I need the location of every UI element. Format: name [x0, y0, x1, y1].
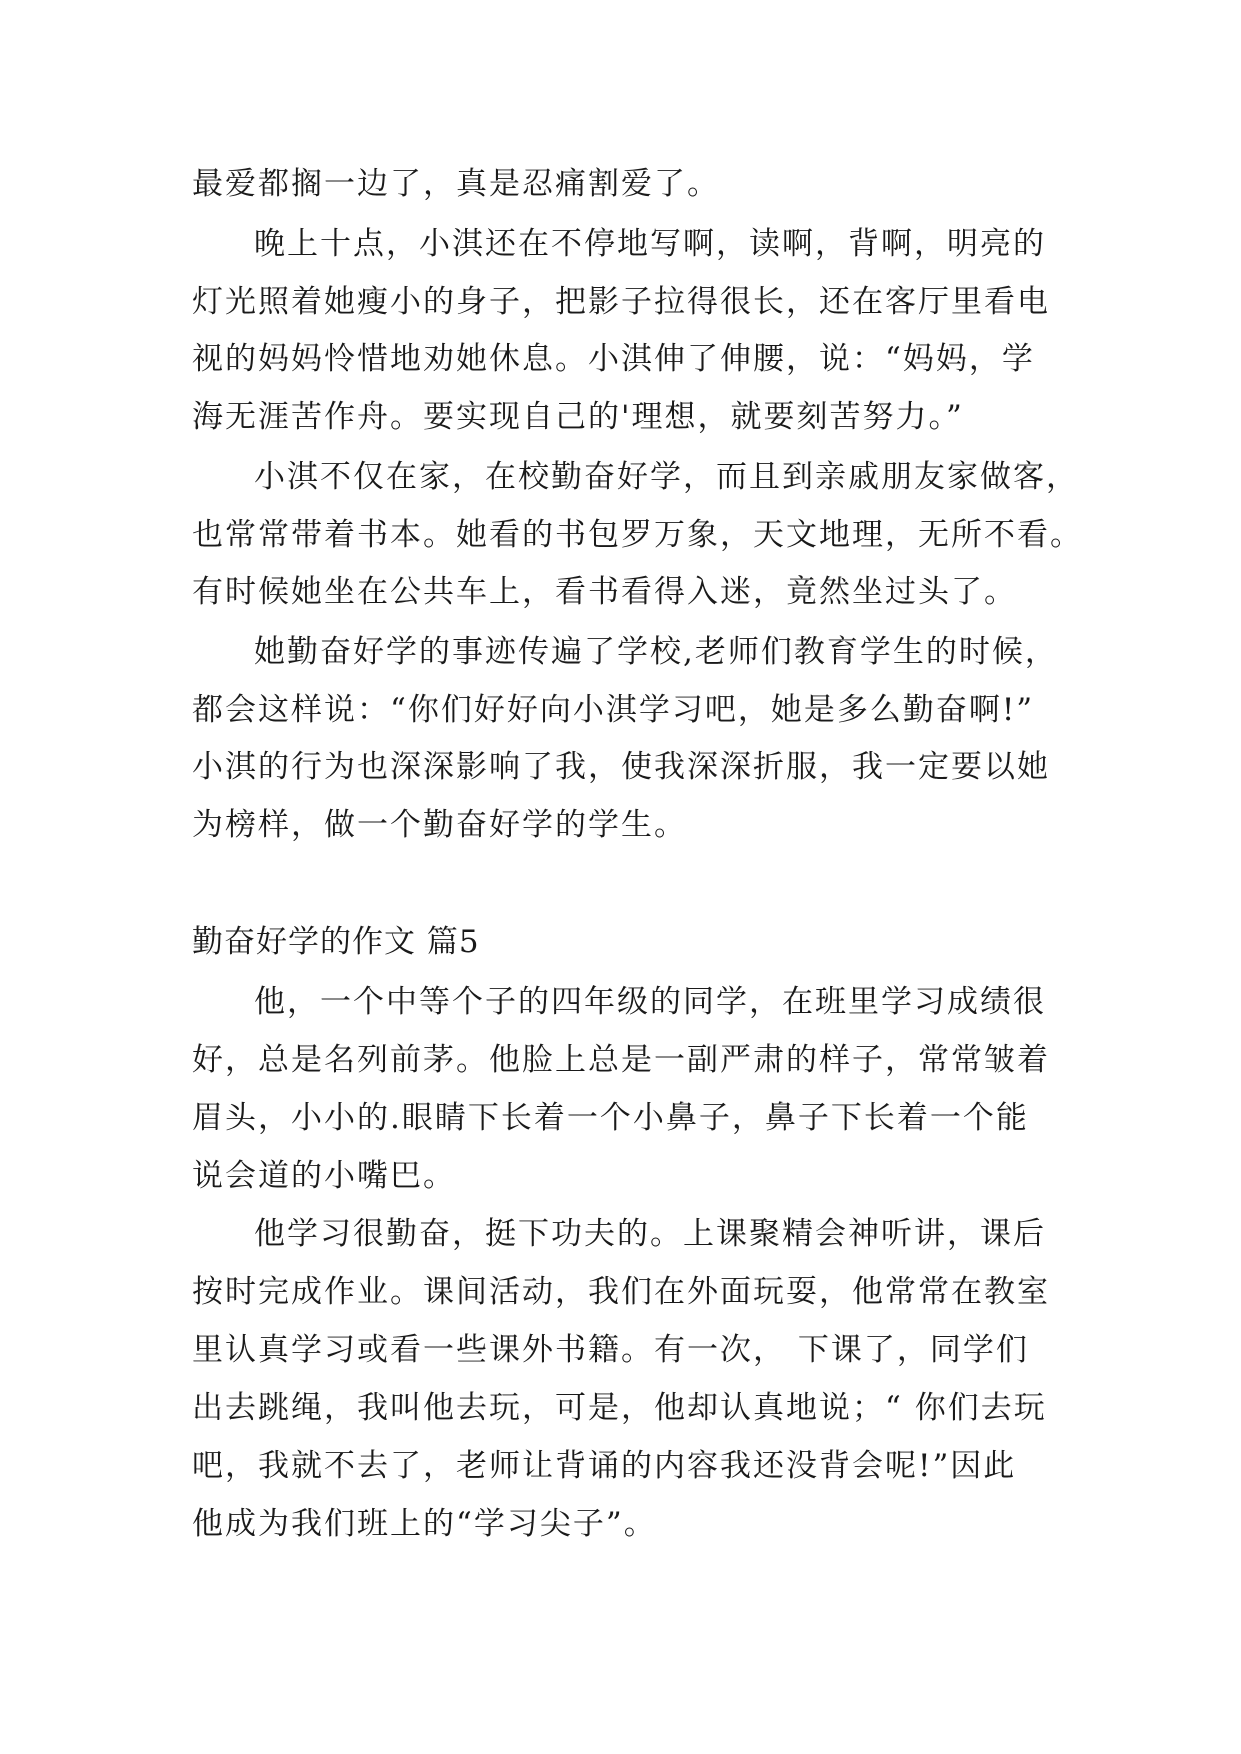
text-line: 好，总是名列前茅。他脸上总是一副严肃的样子，常常皱着: [192, 1042, 1050, 1078]
text-line: 视的妈妈怜惜地劝她休息。小淇伸了伸腰，说：“妈妈，学: [192, 341, 1035, 377]
text-line: 最爱都搁一边了，真是忍痛割爱了。: [192, 166, 720, 202]
text-line: 他成为我们班上的“学习尖子”。: [192, 1506, 657, 1542]
paragraph-first-line: 她勤奋好学的事迹传遍了学校,老师们教育学生的时候，: [254, 634, 1058, 670]
paragraph-first-line: 他学习很勤奋，挺下功夫的。上课聚精会神听讲，课后: [254, 1216, 1046, 1252]
text-line: 小淇的行为也深深影响了我，使我深深折服，我一定要以她: [192, 749, 1050, 785]
text-line: 说会道的小嘴巴。: [192, 1158, 456, 1194]
text-line: 按时完成作业。课间活动，我们在外面玩耍，他常常在教室: [192, 1274, 1050, 1310]
section-heading: 勤奋好学的作文 篇5: [192, 924, 480, 960]
text-line: 出去跳绳，我叫他去玩，可是，他却认真地说；“ 你们去玩: [192, 1390, 1047, 1426]
text-line: 眉头，小小的.眼睛下长着一个小鼻子，鼻子下长着一个能: [192, 1100, 1029, 1136]
text-line: 灯光照着她瘦小的身子，把影子拉得很长，还在客厅里看电: [192, 284, 1050, 320]
text-line: 海无涯苦作舟。要实现自己的'理想，就要刻苦努力。”: [192, 399, 964, 435]
text-line: 里认真学习或看一些课外书籍。有一次， 下课了，同学们: [192, 1332, 1029, 1368]
paragraph-first-line: 晚上十点，小淇还在不停地写啊，读啊，背啊，明亮的: [254, 226, 1046, 262]
paragraph-first-line: 小淇不仅在家，在校勤奋好学，而且到亲戚朋友家做客，: [254, 459, 1079, 495]
text-line: 有时候她坐在公共车上，看书看得入迷，竟然坐过头了。: [192, 574, 1017, 610]
text-line: 都会这样说：“你们好好向小淇学习吧，她是多么勤奋啊!”: [192, 692, 1035, 728]
paragraph-first-line: 他，一个中等个子的四年级的同学，在班里学习成绩很: [254, 984, 1046, 1020]
text-line: 吧，我就不去了，老师让背诵的内容我还没背会呢!”因此: [192, 1448, 1017, 1484]
text-line: 为榜样，做一个勤奋好学的学生。: [192, 807, 687, 843]
text-line: 也常常带着书本。她看的书包罗万象，天文地理，无所不看。: [192, 517, 1083, 553]
